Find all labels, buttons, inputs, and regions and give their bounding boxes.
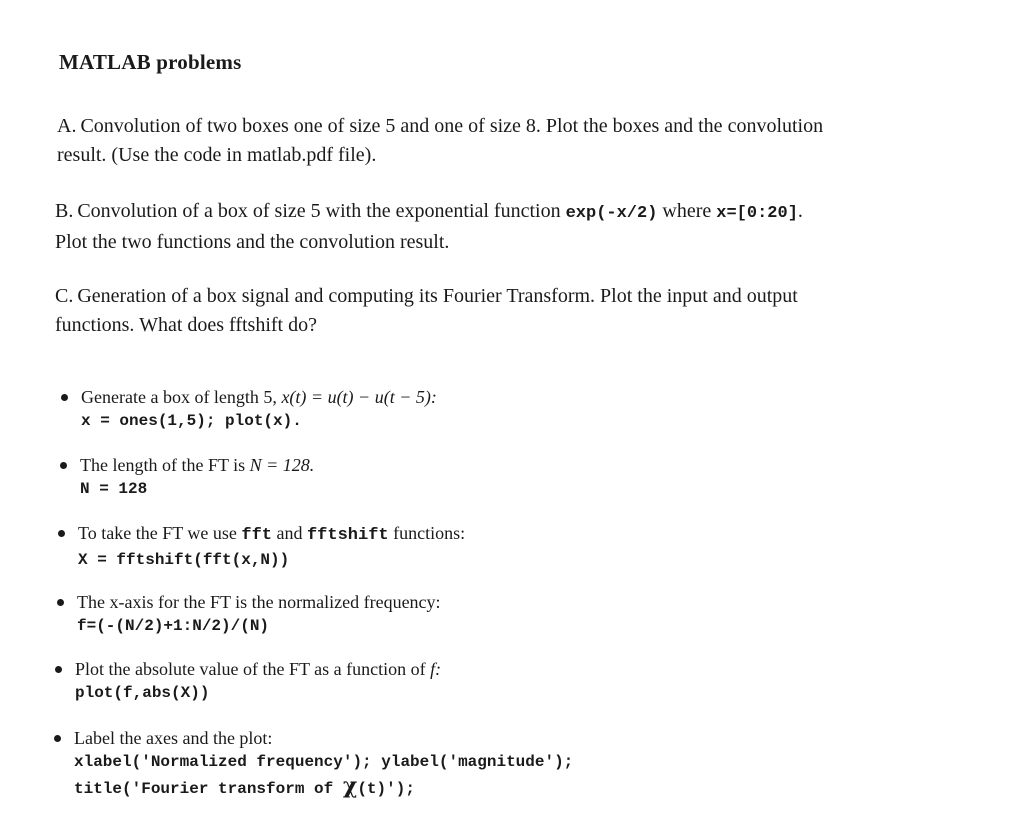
problem-b-where: where	[662, 200, 712, 222]
bullet-text: Generate a box of length 5,	[81, 387, 277, 407]
bullet-item-x-axis	[77, 590, 977, 638]
bullet-code: f=(-(N/2)+1:N/2)/(N)	[77, 617, 270, 635]
bullet-item-take-ft	[78, 521, 978, 572]
problem-b-line2: Plot the two functions and the convolution result.	[55, 231, 450, 253]
bullet-text: To take the FT we use	[78, 523, 237, 543]
bullet-icon	[58, 530, 65, 537]
problem-a	[57, 112, 977, 170]
problem-c-line2: functions. What does fftshift do?	[55, 314, 317, 336]
bullet-icon	[55, 666, 62, 673]
bullet-text: The x-axis for the FT is the normalized frequency:	[77, 592, 441, 612]
bullet-inline-code-fftshift: fftshift	[306, 526, 389, 545]
bullet-text: The length of the FT is	[80, 455, 246, 475]
bullet-icon	[57, 599, 64, 606]
problem-a-line1	[57, 112, 977, 141]
bullet-code-title-post: (t)');	[357, 780, 415, 798]
bullet-icon	[60, 462, 67, 469]
bullet-item-plot-abs	[75, 657, 975, 705]
problem-c-label: C.	[55, 285, 74, 307]
bullet-text: Plot the absolute value of the FT as a function of	[75, 659, 426, 679]
bullet-code: N = 128	[80, 480, 148, 498]
bullet-item-label-axes	[74, 726, 974, 801]
problem-b	[55, 197, 975, 257]
problem-b-code-x: x=[0:20]	[716, 204, 798, 223]
bullet-math: f:	[430, 659, 442, 679]
problem-a-line2: result. (Use the code in matlab.pdf file).	[57, 144, 377, 166]
problem-b-text1: Convolution of a box of size 5 with the exponential function	[77, 200, 561, 222]
problem-b-code-exp: exp(-x/2)	[565, 204, 658, 223]
problem-b-label: B.	[55, 200, 74, 222]
bullet-math: x(t) = u(t) − u(t − 5):	[281, 387, 437, 407]
problem-b-period: .	[797, 200, 803, 222]
chi-symbol: χ	[342, 773, 358, 799]
bullet-icon	[61, 394, 68, 401]
bullet-code: xlabel('Normalized frequency'); ylabel('magnitude');	[74, 753, 574, 771]
problem-a-text1: Convolution of two boxes one of size 5 and one of size 8. Plot the boxes and the convolution	[80, 115, 824, 137]
problem-b-line1	[55, 197, 975, 228]
bullet-text-and: and	[276, 523, 303, 543]
bullet-code: X = fftshift(fft(x,N))	[78, 551, 290, 569]
bullet-text: Label the axes and the plot:	[74, 728, 273, 748]
bullet-icon	[54, 735, 61, 742]
bullet-code-line2	[74, 774, 974, 801]
problem-c	[55, 282, 975, 340]
problem-c-line1	[55, 282, 975, 311]
bullet-inline-code-fft: fft	[241, 526, 272, 545]
bullet-math: N = 128.	[249, 455, 315, 475]
bullet-code-title-pre: title('Fourier transform of	[74, 780, 343, 798]
page-title: MATLAB problems	[59, 50, 242, 74]
bullet-text-functions: functions:	[393, 523, 466, 543]
problem-c-text1: Generation of a box signal and computing its Fourier Transform. Plot the input and output	[77, 285, 798, 307]
bullet-code: x = ones(1,5); plot(x).	[81, 412, 302, 430]
bullet-code: plot(f,abs(X))	[75, 684, 210, 702]
bullet-item-ft-length	[80, 453, 980, 501]
problem-a-label: A.	[57, 115, 77, 137]
bullet-item-generate-box	[81, 385, 981, 433]
